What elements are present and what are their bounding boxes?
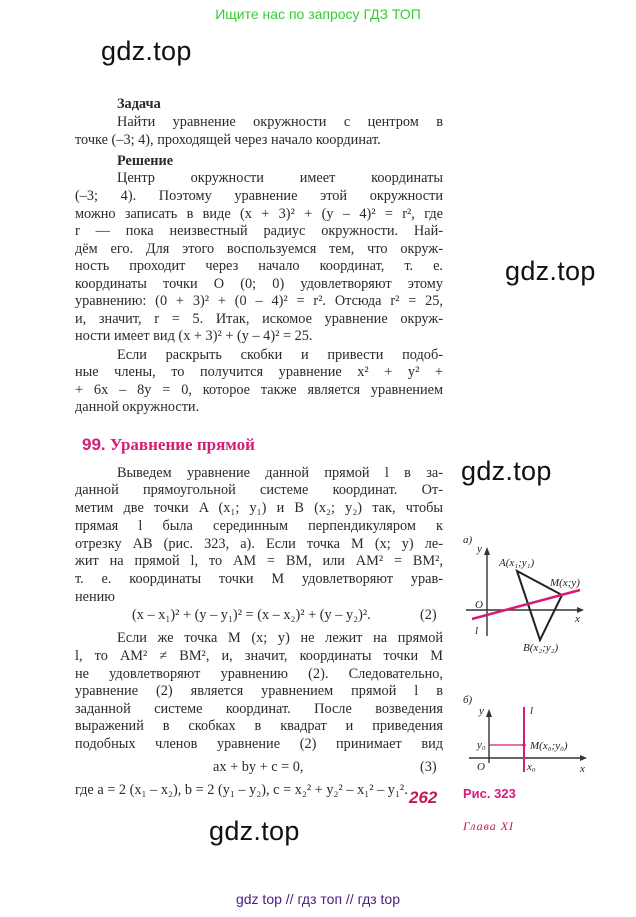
text-line: уравнение (2) является уравнением прямой l в — [75, 683, 443, 699]
origin-label: O — [477, 761, 485, 773]
chapter-label: Глава XI — [463, 819, 515, 833]
watermark: gdz.top — [209, 816, 300, 846]
text-line: точке (–3; 4), проходящей через начало координат. — [75, 132, 381, 148]
watermark: gdz.top — [505, 256, 596, 286]
y-arrow-icon — [486, 709, 492, 717]
figure-a-label: а) — [463, 534, 473, 546]
text-line: ax + by + c = 0, — [213, 759, 304, 775]
search-banner[interactable]: Ищите нас по запросу ГДЗ ТОП — [215, 6, 421, 22]
figure-b-label: б) — [463, 694, 473, 706]
text-line: прямая l была серединным перпендикуляром к — [75, 518, 443, 534]
axis-label-y: y — [479, 705, 484, 717]
text-line: ные члены, то получится уравнение x² + y² + — [75, 364, 443, 380]
watermark: gdz.top — [101, 36, 192, 66]
text-line: подобных членов уравнение (2) принимает вид — [75, 736, 443, 752]
text-line: (x – x₁)² + (y – y₁)² = (x – x₂)² + (y – y₂)². — [132, 607, 371, 623]
text-line: уравнению: (0 + 3)² + (0 – 4)² = r². Отсюда r² = 25, — [75, 293, 443, 309]
axis-label-x: x — [575, 613, 580, 625]
text-line: ности имеет вид (x + 3)² + (y – 4)² = 25. — [75, 328, 313, 344]
line-l — [472, 590, 580, 619]
text-line: координаты точки O (0; 0) удовлетворяют этому — [75, 276, 443, 292]
text-line: заданной системе координат. После возведения — [75, 701, 443, 717]
text-line: Если же точка M (x; y) не лежит на прямой — [117, 630, 443, 646]
text-line: ность проходит через начало координат, т. е. — [75, 258, 443, 274]
text-line: Найти уравнение окружности с центром в — [117, 114, 443, 130]
text-line: можно записать в виде (x + 3)² + (y – 4)² = r², где — [75, 206, 443, 222]
point-m-label: M(x;y) — [550, 577, 580, 589]
text-line: выражений в скобках в квадрат и приведения — [75, 718, 443, 734]
text-line: отрезку AB (рис. 323, a). Если точка M (x; y) ле- — [75, 536, 443, 552]
text-line: Выведем уравнение данной прямой l в за- — [117, 465, 443, 481]
text-line: метим две точки A (x₁; y₁) и B (x₂; y₂) так, чтобы — [75, 500, 443, 516]
text-line: Центр окружности имеет координаты — [117, 170, 443, 186]
text-line: и, значит, r = 5. Итак, искомое уравнение окруж- — [75, 311, 443, 327]
point-m — [522, 743, 526, 747]
text-line: Решение — [117, 153, 174, 169]
origin-label: O — [475, 599, 483, 611]
x-arrow-icon — [580, 755, 587, 761]
text-line: (–3; 4). Поэтому уравнение этой окружности — [75, 188, 443, 204]
point-b-label: B(x₂;y₂) — [523, 642, 559, 654]
equation-number-2: (2) — [420, 607, 437, 623]
text-line: дём его. Для этого воспользуемся тем, что окруж- — [75, 241, 443, 257]
watermark: gdz.top — [461, 456, 552, 486]
text-line: т. е. координаты точки M удовлетворяют урав- — [75, 571, 443, 587]
y-arrow-icon — [484, 547, 490, 555]
section-title: Уравнение прямой — [109, 435, 255, 454]
text-line: Задача — [117, 96, 161, 112]
page-number: 262 — [409, 788, 438, 807]
text-line: + 6x – 8y = 0, которое также является уравнением — [75, 382, 443, 398]
axis-label-x: x — [580, 763, 585, 775]
axis-label-y: y — [477, 543, 482, 555]
text-line: нению — [75, 589, 115, 605]
text-line: жит на прямой l, то AM = BM, или AM² = BM², — [75, 553, 443, 569]
text-line: l, то AM² ≠ BM², и, значит, координаты точки M — [75, 648, 443, 664]
text-line: данной прямоугольной системе координат. От- — [75, 482, 443, 498]
text-line: данной окружности. — [75, 399, 200, 415]
line-label: l — [530, 705, 534, 717]
section-number: 99. — [82, 435, 106, 454]
y0-label: y₀ — [477, 739, 486, 751]
text-line: Если раскрыть скобки и привести подоб- — [117, 347, 443, 363]
figure-caption: Рис. 323 — [463, 786, 516, 801]
text-line: где a = 2 (x₁ – x₂), b = 2 (y₁ – y₂), c = x₂² + y₂² – x₁² – y₁². — [75, 782, 408, 798]
x0-label: x₀ — [527, 761, 536, 773]
text-line: не удовлетворяют уравнению (2). Следовательно, — [75, 666, 443, 682]
point-a-label: A(x₁;y₁) — [499, 557, 535, 569]
line-label: l — [475, 625, 479, 637]
point-m-label: M(x₀;y₀) — [530, 740, 568, 752]
text-line: r — пока неизвестный радиус окружности. Най- — [75, 223, 443, 239]
footer-links[interactable]: gdz top // гдз топ // гдз top — [235, 891, 401, 907]
equation-number-3: (3) — [420, 759, 437, 775]
